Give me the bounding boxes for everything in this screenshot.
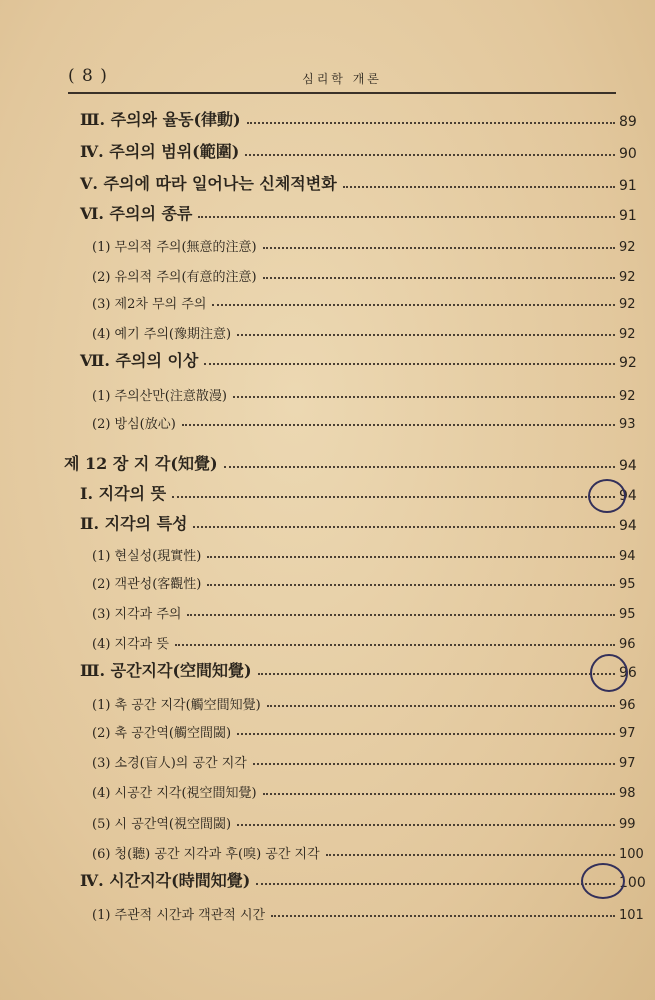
toc-entry-title: (5) 시 공간역(視空間閾) — [92, 817, 232, 832]
toc-entry — [0, 345, 655, 371]
handwritten-circle-100 — [581, 863, 625, 899]
dot-leader — [247, 122, 615, 124]
toc-entry — [0, 596, 655, 622]
toc-entry — [0, 259, 655, 285]
toc-entry — [0, 836, 655, 862]
toc-entry-page: 91 — [619, 178, 637, 194]
toc-entry-title: (4) 시공간 지각(視空間知覺) — [92, 786, 257, 801]
toc-entry-title: (2) 촉 공간역(觸空間閾) — [92, 726, 232, 741]
toc-entry — [0, 198, 655, 224]
toc-entry-title: Ⅲ. 주의와 율동(律動) — [80, 110, 241, 129]
toc-entry-page: 92 — [619, 240, 636, 255]
toc-entry-title: (1) 주관적 시간과 객관적 시간 — [92, 908, 266, 923]
page-number: ( 8 ) — [68, 66, 108, 86]
toc-entry — [0, 775, 655, 801]
dot-leader — [253, 763, 615, 765]
toc-entry-title: (4) 예기 주의(豫期注意) — [92, 327, 232, 342]
toc-entry-title: Ⅲ. 공간지각(空間知覺) — [80, 661, 252, 680]
toc-entry-page: 100 — [619, 875, 646, 891]
toc-entry — [0, 806, 655, 832]
toc-entry-page: 96 — [619, 665, 637, 681]
toc-entry-page: 101 — [619, 908, 644, 923]
handwritten-circle-96 — [590, 654, 628, 692]
toc-entry-title: (2) 객관성(客觀性) — [92, 577, 202, 592]
toc-entry-title: Ⅶ. 주의의 이상 — [80, 351, 199, 370]
dot-leader — [172, 496, 615, 498]
dot-leader — [343, 186, 615, 188]
toc-entry — [0, 104, 655, 130]
toc-entry — [0, 687, 655, 713]
toc-entry-page: 98 — [619, 786, 636, 801]
toc-entry-page: 94 — [619, 458, 637, 474]
dot-leader — [237, 733, 615, 735]
dot-leader — [204, 363, 615, 365]
dot-leader — [245, 154, 615, 156]
toc-entry-page: 97 — [619, 726, 636, 741]
toc-entry-page: 96 — [619, 637, 636, 652]
toc-entry-page: 92 — [619, 297, 636, 312]
toc-entry-title: (1) 현실성(現實性) — [92, 549, 202, 564]
toc-entry — [0, 508, 655, 534]
toc-entry-page: 99 — [619, 817, 636, 832]
toc-entry-title: 제 12 장 지 각(知覺) — [64, 454, 218, 473]
toc-entry-title: Ⅱ. 지각의 특성 — [80, 514, 188, 533]
dot-leader — [256, 883, 615, 885]
toc-entry-page: 95 — [619, 577, 636, 592]
toc-entry — [0, 286, 655, 312]
toc-entry-title: (1) 촉 공간 지각(觸空間知覺) — [92, 698, 261, 713]
toc-entry — [0, 316, 655, 342]
toc-entry-page: 89 — [619, 114, 637, 130]
toc-entry-page: 95 — [619, 607, 636, 622]
toc-entry-title: (1) 주의산만(注意散漫) — [92, 389, 227, 404]
toc-entry-title: (2) 방심(放心) — [92, 417, 176, 432]
toc-entry-page: 93 — [619, 417, 636, 432]
toc-entry-page: 94 — [619, 518, 637, 534]
toc-entry-title: (1) 무의적 주의(無意的注意) — [92, 240, 257, 255]
toc-entry-page: 92 — [619, 355, 637, 371]
toc-entry-title: (4) 지각과 뜻 — [92, 637, 169, 652]
dot-leader — [267, 705, 615, 707]
toc-entry-page: 96 — [619, 698, 636, 713]
dot-leader — [258, 673, 615, 675]
handwritten-circle-94 — [588, 479, 626, 513]
dot-leader — [233, 396, 615, 398]
toc-entry — [0, 715, 655, 741]
dot-leader — [263, 277, 615, 279]
toc-entry — [0, 865, 655, 891]
toc-entry — [0, 538, 655, 564]
dot-leader — [207, 556, 615, 558]
toc-entry-title: (3) 소경(盲人)의 공간 지각 — [92, 756, 247, 771]
toc-entry-title: Ⅳ. 시간지각(時間知覺) — [80, 871, 251, 890]
toc-entry-page: 92 — [619, 327, 636, 342]
toc-entry — [0, 566, 655, 592]
toc-entry-page: 92 — [619, 270, 636, 285]
toc-entry-title: (2) 유의적 주의(有意的注意) — [92, 270, 257, 285]
dot-leader — [212, 304, 615, 306]
toc-entry — [0, 168, 655, 194]
toc-entry — [0, 229, 655, 255]
toc-entry-page: 94 — [619, 549, 636, 564]
toc-entry-title: Ⅵ. 주의의 종류 — [80, 204, 193, 223]
dot-leader — [263, 247, 615, 249]
toc-entry-title: (6) 청(聽) 공간 지각과 후(嗅) 공간 지각 — [92, 847, 320, 862]
toc-entry — [0, 378, 655, 404]
dot-leader — [271, 915, 615, 917]
toc-entry — [0, 655, 655, 681]
dot-leader — [326, 854, 615, 856]
dot-leader — [182, 424, 615, 426]
dot-leader — [193, 526, 615, 528]
running-title: 심리학 개론 — [302, 72, 382, 86]
dot-leader — [237, 824, 615, 826]
dot-leader — [237, 334, 615, 336]
toc-entry — [0, 478, 655, 504]
dot-leader — [263, 793, 615, 795]
toc-entry-title: Ⅳ. 주의의 범위(範圍) — [80, 142, 240, 161]
toc-entry-title: Ⅴ. 주의에 따라 일어나는 신체적변화 — [80, 174, 337, 193]
toc-entry — [0, 626, 655, 652]
toc-entry-page: 90 — [619, 146, 637, 162]
toc-entry — [0, 136, 655, 162]
toc-entry — [0, 897, 655, 923]
toc-entry-page: 97 — [619, 756, 636, 771]
toc-entry — [0, 745, 655, 771]
dot-leader — [224, 466, 615, 468]
toc-entry — [0, 448, 655, 474]
toc-entry-page: 94 — [619, 488, 637, 504]
dot-leader — [175, 644, 615, 646]
toc-entry-title: (3) 제2차 무의 주의 — [92, 297, 207, 312]
toc-entry-title: (3) 지각과 주의 — [92, 607, 182, 622]
dot-leader — [187, 614, 615, 616]
toc-entry-page: 92 — [619, 389, 636, 404]
dot-leader — [198, 216, 615, 218]
toc-entry-page: 91 — [619, 208, 637, 224]
toc-entry-title: Ⅰ. 지각의 뜻 — [80, 484, 167, 503]
dot-leader — [207, 584, 615, 586]
toc-entry-page: 100 — [619, 847, 644, 862]
toc-entry — [0, 406, 655, 432]
